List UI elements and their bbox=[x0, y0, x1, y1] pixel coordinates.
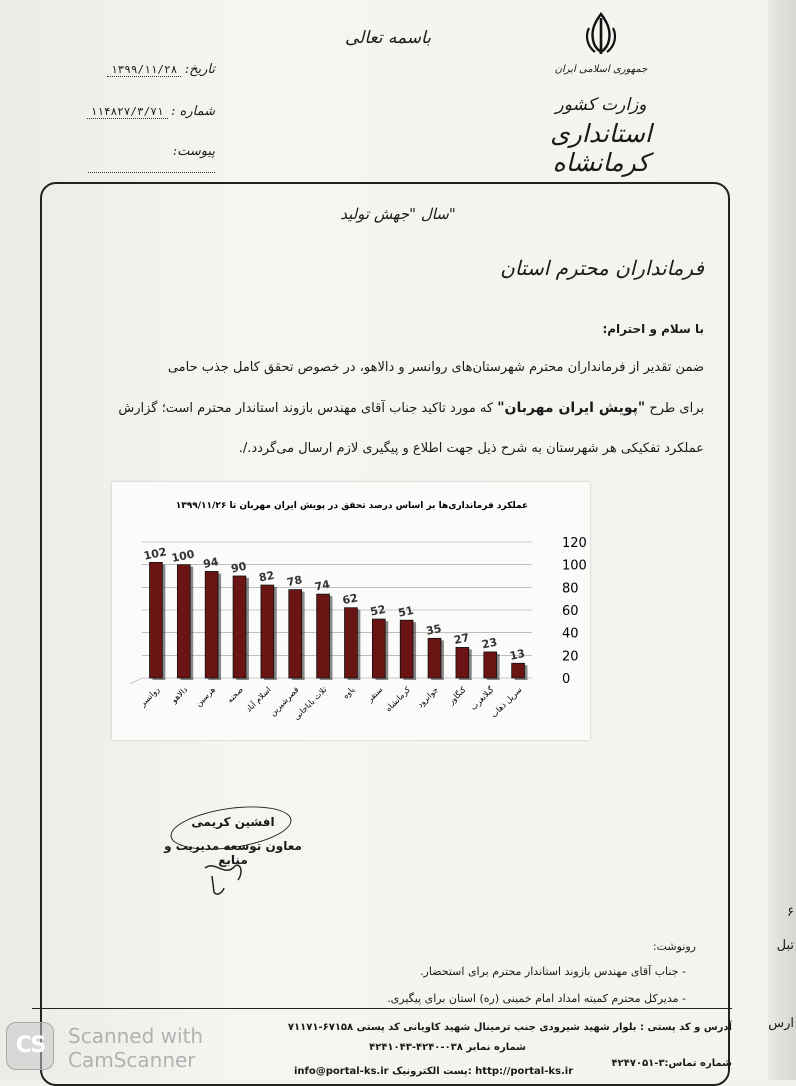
data-label: 13 bbox=[508, 646, 527, 663]
y-tick-label: 60 bbox=[562, 604, 579, 619]
watermark-line-2: CamScanner bbox=[68, 1048, 196, 1072]
bar bbox=[289, 590, 302, 678]
signature-mark-icon bbox=[200, 858, 260, 898]
data-label: 78 bbox=[285, 573, 304, 590]
y-tick-label: 40 bbox=[562, 626, 579, 642]
chart-title: عملکرد فرمانداری‌ها بر اساس درصد تحقق در پویش ایران مهربان تا ۱۳۹۹/۱۱/۲۶ bbox=[175, 501, 529, 511]
campaign-name: "پویش ایران مهربان" bbox=[497, 400, 646, 416]
body-line-2c: که مورد تاکید جناب آقای مهندس بازوند استاندار محترم است؛ گزارش bbox=[118, 401, 498, 416]
y-tick-label: 20 bbox=[562, 649, 579, 665]
republic-label: جمهوری اسلامی ایران bbox=[554, 64, 648, 75]
category-label: کرمانشاه bbox=[383, 685, 413, 714]
bar bbox=[456, 647, 469, 678]
footer-site[interactable]: http://portal-ks.ir bbox=[475, 1066, 574, 1077]
category-label: هرسین bbox=[193, 685, 218, 709]
category-label: صحنه bbox=[225, 685, 245, 705]
bar bbox=[345, 608, 358, 678]
bar bbox=[512, 663, 525, 678]
camscanner-logo-icon bbox=[6, 1022, 54, 1070]
bar bbox=[400, 620, 413, 678]
footer-fax: شماره نمابر ۰۳۸-۴۲۴۰-۴۲۴۱۰۴۳ bbox=[369, 1042, 526, 1053]
cc-line-2: - مدیرکل محترم کمیته امداد امام خمینی (ره) استان برای پیگیری. bbox=[387, 992, 686, 1005]
ministry-name: وزارت کشور bbox=[555, 95, 647, 115]
y-tick-label: 120 bbox=[562, 536, 587, 551]
category-label: قصرشیرین bbox=[268, 685, 301, 718]
bar bbox=[205, 571, 218, 678]
footer-contact bbox=[294, 1066, 573, 1077]
signatory-title: معاون توسعه مدیریت و منابع bbox=[164, 839, 302, 867]
category-label: اسلام آباد bbox=[244, 685, 273, 714]
data-label: 23 bbox=[480, 635, 499, 652]
letter-body bbox=[74, 348, 704, 469]
iran-emblem-icon bbox=[581, 10, 621, 58]
y-tick-label: 0 bbox=[562, 672, 571, 687]
watermark-logo: CS bbox=[15, 1033, 45, 1058]
letterhead bbox=[501, 10, 701, 177]
data-label: 52 bbox=[369, 602, 387, 619]
data-label: 35 bbox=[424, 621, 443, 638]
data-label: 100 bbox=[170, 547, 196, 565]
date-value: ۱۳۹۹/۱۱/۲۸ bbox=[107, 63, 181, 77]
data-label: 62 bbox=[341, 591, 360, 608]
category-label: جوانرود bbox=[415, 685, 440, 710]
cc-line-1: - جناب آقای مهندس بازوند استاندار محترم برای استحضار. bbox=[420, 965, 686, 978]
addressee: فرمانداران محترم استان bbox=[500, 256, 704, 280]
bar bbox=[317, 594, 330, 678]
date-field bbox=[55, 62, 215, 77]
footer-phone: شماره تماس:۳-۴۲۴۷۰۵۱ bbox=[611, 1058, 732, 1069]
category-label: ثلاث باباجانی bbox=[291, 685, 329, 722]
attachment-value bbox=[88, 159, 215, 173]
data-label: 82 bbox=[257, 568, 276, 585]
category-label: دالاهو bbox=[169, 685, 190, 705]
category-label: پاوه bbox=[340, 685, 357, 701]
bar bbox=[428, 638, 441, 678]
body-line-3: عملکرد تفکیکی هر شهرستان به شرح ذیل جهت اطلاع و پیگیری لازم ارسال می‌گردد./. bbox=[238, 441, 704, 456]
body-line-2 bbox=[74, 388, 704, 429]
date-label: تاریخ: bbox=[184, 62, 215, 77]
camscanner-watermark bbox=[68, 1024, 203, 1072]
signatory-name: افشین کریمی bbox=[191, 815, 275, 829]
y-tick-label: 100 bbox=[562, 558, 587, 574]
bismillah: باسمه تعالی bbox=[345, 28, 431, 48]
category-label: سرپل ذهاب bbox=[489, 685, 524, 720]
bar-chart-svg bbox=[112, 482, 590, 740]
watermark-line-1: Scanned with bbox=[68, 1024, 204, 1048]
bar bbox=[261, 585, 274, 678]
bar bbox=[177, 565, 190, 678]
data-label: 27 bbox=[452, 631, 471, 647]
number-field bbox=[55, 104, 215, 119]
edge-snippet-2: تبل bbox=[776, 938, 794, 953]
bar bbox=[233, 576, 246, 678]
category-label: روانسر bbox=[138, 685, 162, 709]
axis-floor bbox=[130, 678, 142, 684]
number-value: ۱۱۴۸۲۷/۳/۷۱ bbox=[87, 105, 168, 119]
data-label: 94 bbox=[202, 555, 220, 571]
footer-divider bbox=[32, 1008, 732, 1009]
attachment-label: پیوست: bbox=[172, 144, 215, 159]
performance-chart bbox=[112, 482, 590, 740]
number-label: شماره : bbox=[171, 104, 215, 119]
footer-email[interactable]: info@portal-ks.ir bbox=[294, 1066, 389, 1077]
greeting: با سلام و احترام: bbox=[602, 322, 704, 336]
edge-snippet-1: ۶ bbox=[787, 905, 794, 920]
body-line-1: ضمن تقدیر از فرمانداران محترم شهرستان‌های روانسر و دالاهو، در خصوص تحقق کامل جذب حامی bbox=[167, 360, 704, 375]
attachment-field bbox=[55, 144, 215, 172]
bar bbox=[484, 652, 497, 678]
category-label: کنگاور bbox=[446, 685, 468, 707]
data-label: 74 bbox=[313, 577, 332, 594]
y-tick-label: 80 bbox=[562, 581, 579, 597]
office-name: استانداری کرمانشاه bbox=[550, 119, 652, 177]
edge-snippet-3: ارس bbox=[768, 1016, 794, 1031]
body-line-2a: برای طرح bbox=[645, 401, 704, 416]
data-label: 51 bbox=[397, 603, 415, 620]
data-label: 102 bbox=[142, 545, 168, 563]
bar bbox=[150, 562, 163, 678]
footer-email-label: پست الکترونیک: bbox=[392, 1066, 472, 1077]
category-label: سنقر bbox=[365, 685, 385, 704]
bar bbox=[372, 619, 385, 678]
cc-header: رونوشت: bbox=[652, 940, 696, 953]
data-label: 90 bbox=[229, 559, 248, 576]
footer-address: آدرس و کد پستی : بلوار شهید شیرودی جنب ترمینال شهید کاویانی کد پستی ۶۷۱۵۸-۷۱۱۷۱ bbox=[287, 1022, 732, 1033]
category-label: گیلانغرب bbox=[468, 685, 496, 712]
year-motto: سال "جهش تولید" bbox=[340, 205, 456, 223]
